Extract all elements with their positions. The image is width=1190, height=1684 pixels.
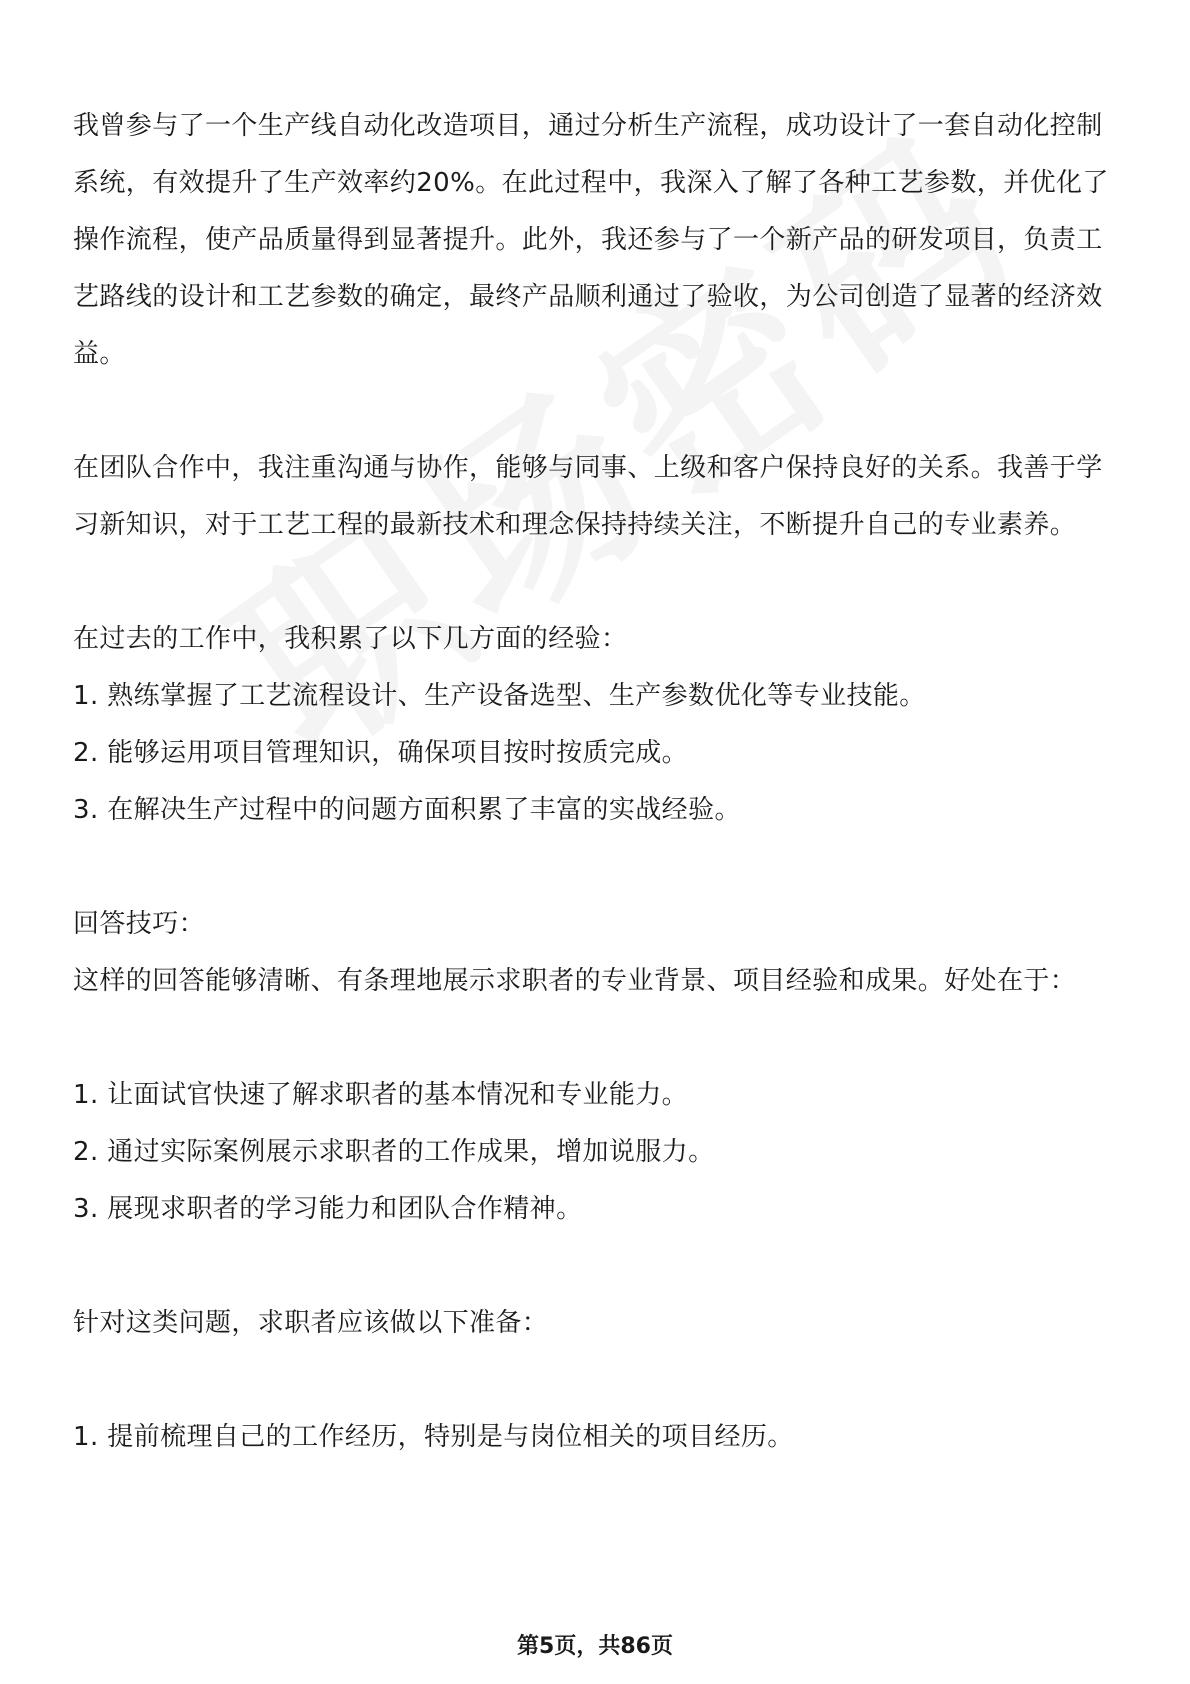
page-number: 第5页，共86页 xyxy=(517,1634,673,1659)
list-item: 3. 在解决生产过程中的问题方面积累了丰富的实战经验。 xyxy=(73,795,741,825)
list-item: 2. 能够运用项目管理知识，确保项目按时按质完成。 xyxy=(73,738,689,768)
paragraph-project-experience: 我曾参与了一个生产线自动化改造项目，通过分析生产流程，成功设计了一套自动化控制系统，有效提升了生产效率约20%。在此过程中，我深入了解了各种工艺参数，并优化了操作流程，使产品质量得到显著提升。此外，我还参与了一个新产品的研发项目，负责工艺路线的设计和工艺参数的确定，最终产品顺利通过了验收，为公司创造了显著的经济效益。 xyxy=(73,111,1109,369)
paragraph-teamwork: 在团队合作中，我注重沟通与协作，能够与同事、上级和客户保持良好的关系。我善于学习新知识，对于工艺工程的最新技术和理念保持持续关注，不断提升自己的专业素养。 xyxy=(73,453,1103,540)
paragraph-gap xyxy=(73,554,1123,611)
list-item: 3. 展现求职者的学习能力和团队合作精神。 xyxy=(73,1194,583,1224)
paragraph-gap xyxy=(73,839,1123,896)
tips-intro: 这样的回答能够清晰、有条理地展示求职者的专业背景、项目经验和成果。好处在于： xyxy=(73,966,1077,996)
list-item: 1. 让面试官快速了解求职者的基本情况和专业能力。 xyxy=(73,1080,689,1110)
paragraph-gap xyxy=(73,1352,1123,1409)
list-item: 1. 提前梳理自己的工作经历，特别是与岗位相关的项目经历。 xyxy=(73,1422,794,1452)
paragraph-gap xyxy=(73,383,1123,440)
tips-heading: 回答技巧： xyxy=(73,909,206,939)
paragraph-gap xyxy=(73,1238,1123,1295)
paragraph-gap xyxy=(73,1010,1123,1067)
list-item: 2. 通过实际案例展示求职者的工作成果，增加说服力。 xyxy=(73,1137,715,1167)
list-item: 1. 熟练掌握了工艺流程设计、生产设备选型、生产参数优化等专业技能。 xyxy=(73,681,926,711)
paragraph-experience-intro: 在过去的工作中，我积累了以下几方面的经验： xyxy=(73,624,628,654)
preparation-intro: 针对这类问题，求职者应该做以下准备： xyxy=(73,1308,549,1338)
document-body xyxy=(73,98,1123,1466)
